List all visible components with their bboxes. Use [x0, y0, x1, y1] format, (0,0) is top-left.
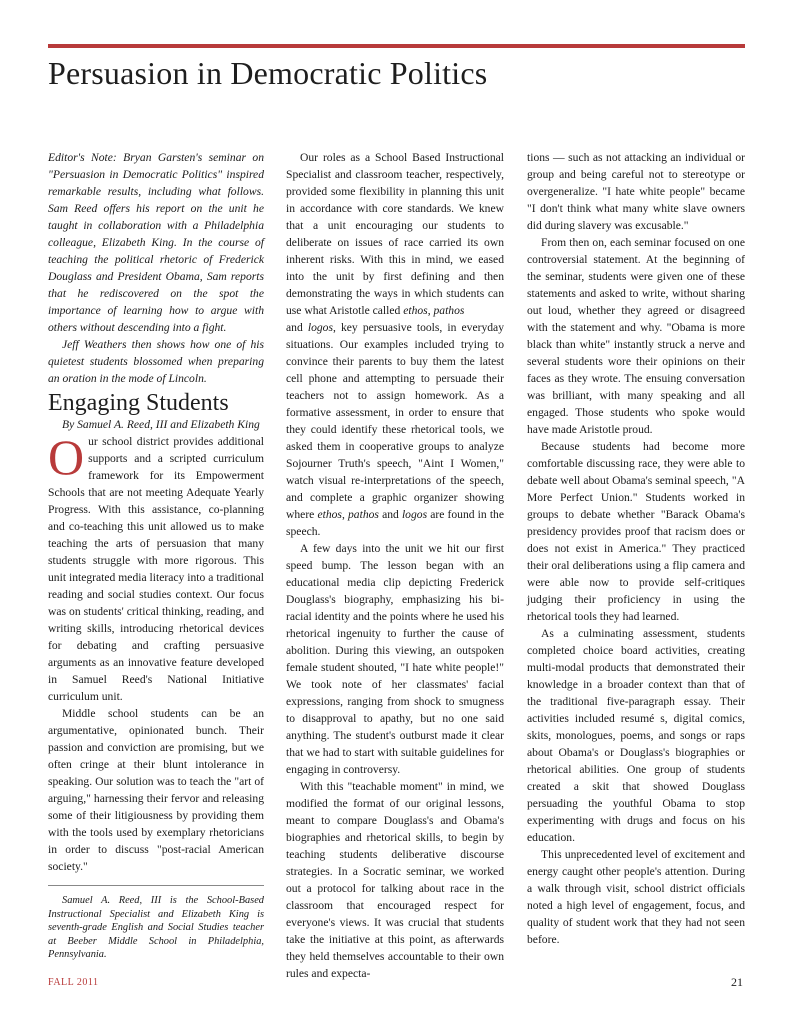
drop-cap: O — [48, 429, 85, 485]
page-title: Persuasion in Democratic Politics — [48, 55, 488, 91]
body-paragraph: A few days into the unit we hit our first speed bump. The lesson began with an educational media clip depicting Frederick Douglass's biography, emphasizing his bi-racial identity and the points where he used his rhetorical ingenuity to further the cause of abolition. During this viewing, an outspoken female student shouted, "I hate white people!" We took note of her classmates' facial expressions, ranging from shock to smugness to disapproval to apathy, but no one said anything. The student's outburst made it clear that we had to start with suitable guidelines for engaging in controversy. — [286, 542, 504, 776]
editors-note — [48, 149, 264, 387]
top-rule — [48, 44, 745, 48]
author-bio: Samuel A. Reed, III is the School-Based Instructional Specialist and Elizabeth King is seventh-grade English and Social Studies teacher at Beeber Middle School in Philadelphia, Pennsylvania. — [48, 895, 264, 961]
body-paragraph: With this "teachable moment" in mind, we modified the format of our original lessons, meant to compare Douglass's and Obama's biographies and rhetorical skills, to begin by teaching students deliberative discourse strategies. In a Socratic seminar, we worked out a protocol for talking about race in the classroom that encouraged respect for everyone's views. It was crucial that students take the initiative at this point, as afterwards they held themselves accountable to their own rules and expecta- — [286, 780, 504, 980]
body-paragraph: As a culminating assessment, students completed choice board activities, creating multi-modal products that demonstrated their knowledge in a broader context than that of the traditional five-paragraph essay. Their activities included resumé s, digital comics, skits, monologues, poems, and songs or raps about Obama's or Douglass's biographies or rhetorical abilities. One group of students created a skit that showed Douglass persuading the youthful Obama to stop experimenting with drugs and focus on his education. — [527, 627, 745, 844]
body-paragraph: Our roles as a School Based Instructional Specialist and classroom teacher, respectively, provided some flexibility in planning this unit in accordance with core standards. We knew that a unit encouraging our students to deliberate on issues of race carried its own inherent risks. With this in mind, we eased into the unit by first defining and then demonstrating the ways in which students can use what Aristotle called ethos, pathos and logos, key persuasive tools, in everyday situations. Our examples included trying to convince their parents to buy them the latest cell phone and attempting to persuade their teachers not to assign homework. As a formative assessment, in order to ensure that they could identify these rhetorical tools, we asked them in cooperative groups to analyze Sojourner Truth's speech, "Aint I Women," watch visual re-interpretations of the speech, and complete a graphic organizer showing where ethos, pathos and logos are found in the speech. — [286, 151, 505, 538]
byline: By Samuel A. Reed, III and Elizabeth King — [62, 418, 260, 431]
body-paragraph: Because students had become more comfortable discussing race, they were able to debate well about Obama's seminal speech, "A More Perfect Union." Students worked in groups to debate whether "Barack Obama's presidency provides proof that racism does or does not exist in America." They practiced their oral deliberations using a flip camera and were able now to provide self-critiques judging their proficiency in using the rhetorical tools they had learned. — [527, 440, 745, 623]
body-paragraph: Middle school students can be an argumentative, opinionated bunch. Their passion and conviction are promising, but we often cringe at their blunt intolerance in speaking. Our solution was to teach the "art of arguing," harnessing their fervor and releasing some of their litigiousness by providing them with the tools used by exemplary rhetoricians in order to discuss "post-racial American society." — [48, 707, 264, 873]
body-paragraph: tions — such as not attacking an individual or group and being careful not to stereotype or overgeneralize. "I hate white people" became "I don't think what many white slave owners did during slavery was excusable." — [527, 151, 745, 232]
issue-label: FALL 2011 — [48, 977, 99, 988]
column-3 — [527, 149, 745, 948]
term-logos: logos — [307, 321, 333, 334]
term-pathos: pathos — [348, 508, 379, 521]
body-paragraph: From then on, each seminar focused on one controversial statement. At the beginning of the seminar, students were given one of these statements and asked to write, without sharing out loud, whether they agreed or disagreed with the statement and why. "Obama is more black than white" instantly struck a nerve and several students wore their opinions on their faces as they wrote. The ensuing conversation was brilliant, with many speaking and all engaged. Those students who spoke would have made Aristotle proud. — [527, 236, 745, 436]
term-pathos: pathos — [433, 304, 465, 317]
body-paragraph: This unprecedented level of excitement and energy caught other people's attention. During a walk through visit, school district officials noted a high level of engagement, focus, and quality of student work that they had not seen before. — [527, 848, 745, 946]
page-number: 21 — [731, 975, 743, 989]
editors-note-paragraph: Jeff Weathers then shows how one of his quietest students blossomed when preparing an oration in the mode of Lincoln. — [48, 338, 264, 385]
editors-note-paragraph: Editor's Note: Bryan Garsten's seminar on "Persuasion in Democratic Politics" inspired remarkable results, including what follows. Sam Reed offers his report on the unit he taught in collaboration with a Philadelphia colleague, Elizabeth King. In the course of teaching the political rhetoric of Frederick Douglass and President Obama, Sam reports that he rediscovered on the spot the importance of learning how to argue with others without descending into a fight. — [48, 151, 264, 334]
bio-divider — [48, 885, 264, 886]
term-ethos: ethos — [317, 508, 342, 521]
term-logos: logos — [401, 508, 428, 521]
term-ethos: ethos — [403, 304, 428, 317]
body-paragraph: Our school district provides additional supports and a scripted curriculum framework for its Empowerment Schools that are not meeting Adequate Yearly Progress. With this assistance, co-planning and co-teaching this unit allowed us to make teaching the arts of persuasion that many students struggle with more rigorous. This unit integrated media literacy into a traditional reading and social studies context. Our focus was on students' critical thinking, reading, and writing skills, introducing rhetorical devices for debating and crafting persuasive arguments as an innovative feature developed in Samuel Reed's National Initiative curriculum unit. — [48, 429, 264, 703]
column-2 — [286, 149, 504, 982]
column-1 — [48, 149, 264, 962]
section-title: Engaging Students — [48, 390, 229, 416]
